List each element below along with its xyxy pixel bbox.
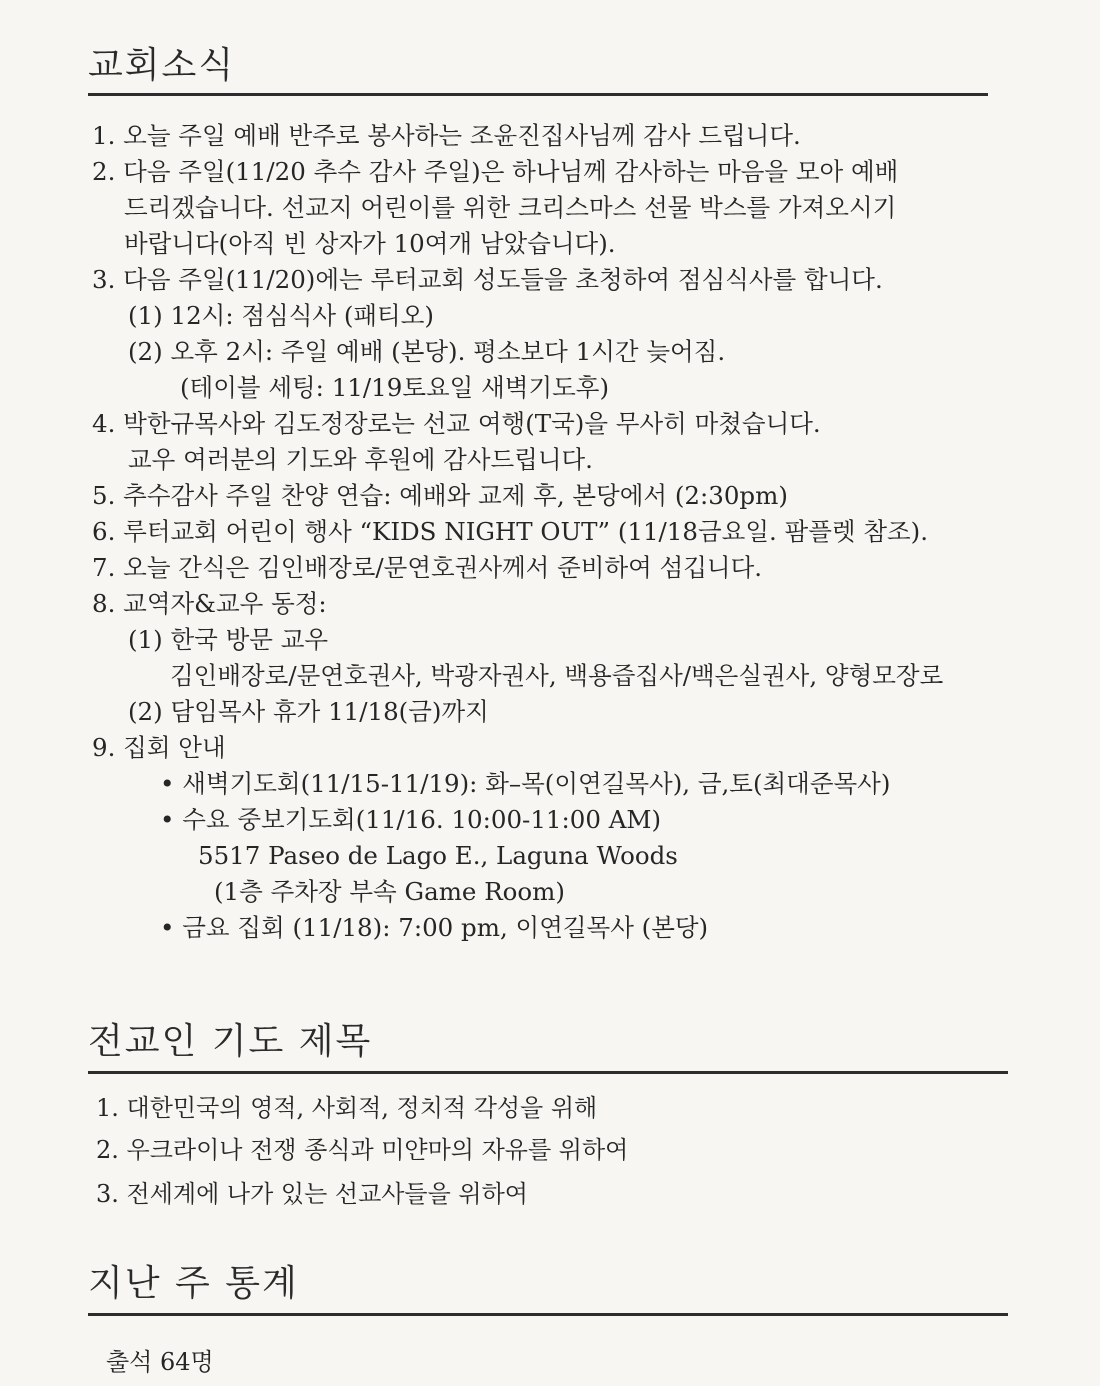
news-item-5: 5. 추수감사 주일 찬양 연습: 예배와 교제 후, 본당에서 (2:30pm) <box>92 481 788 510</box>
news-item-9-address: 5517 Paseo de Lago E., Laguna Woods <box>198 841 678 870</box>
news-item-4: 4. 박한규목사와 김도정장로는 선교 여행(T국)을 무사히 마쳤습니다. <box>92 409 821 438</box>
prayer-section-title: 전교인 기도 제목 <box>88 1021 373 1062</box>
stats-title-rule <box>88 1313 1008 1316</box>
news-item-2: 2. 다음 주일(11/20 추수 감사 주일)은 하나님께 감사하는 마음을 모아 예배 <box>92 157 899 186</box>
news-item-8-sub-1-names: 김인배장로/문연호권사, 박광자권사, 백용즙집사/백은실권사, 양형모장로 <box>170 661 944 690</box>
news-item-8: 8. 교역자&교우 동정: <box>92 589 327 618</box>
news-item-3-sub-2: (2) 오후 2시: 주일 예배 (본당). 평소보다 1시간 늦어짐. <box>128 337 726 366</box>
news-item-3-sub-1: (1) 12시: 점심식사 (패티오) <box>128 301 434 330</box>
news-item-9-bullet-3: • 금요 집회 (11/18): 7:00 pm, 이연길목사 (본당) <box>160 913 709 942</box>
prayer-item-3: 3. 전세계에 나가 있는 선교사들을 위하여 <box>96 1180 528 1208</box>
news-item-9: 9. 집회 안내 <box>92 733 226 762</box>
prayer-item-2: 2. 우크라이나 전쟁 종식과 미얀마의 자유를 위하여 <box>96 1136 629 1164</box>
news-item-9-bullet-2: • 수요 중보기도회(11/16. 10:00-11:00 AM) <box>160 805 662 834</box>
prayer-item-1: 1. 대한민국의 영적, 사회적, 정치적 각성을 위해 <box>96 1094 598 1122</box>
news-item-1: 1. 오늘 주일 예배 반주로 봉사하는 조윤진집사님께 감사 드립니다. <box>92 121 801 150</box>
prayer-title-rule <box>88 1071 1008 1074</box>
news-item-4-cont: 교우 여러분의 기도와 후원에 감사드립니다. <box>128 445 593 474</box>
news-item-7: 7. 오늘 간식은 김인배장로/문연호권사께서 준비하여 섬깁니다. <box>92 553 763 582</box>
news-item-8-sub-2: (2) 담임목사 휴가 11/18(금)까지 <box>128 697 489 726</box>
news-item-8-sub-1: (1) 한국 방문 교우 <box>128 625 329 654</box>
news-item-9-bullet-1: • 새벽기도회(11/15-11/19): 화–목(이연길목사), 금,토(최대준목사) <box>160 769 891 798</box>
news-item-2-cont-1: 드리겠습니다. 선교지 어린이를 위한 크리스마스 선물 박스를 가져오시기 <box>124 193 897 222</box>
news-item-2-cont-2: 바랍니다(아직 빈 상자가 10여개 남았습니다). <box>124 229 616 258</box>
news-item-3: 3. 다음 주일(11/20)에는 루터교회 성도들을 초청하여 점심식사를 합니다. <box>92 265 883 294</box>
attendance-count: 출석 64명 <box>106 1348 214 1376</box>
news-section-title: 교회소식 <box>88 45 236 86</box>
news-item-6: 6. 루터교회 어린이 행사 “KIDS NIGHT OUT” (11/18금요일. 팜플렛 참조). <box>92 517 929 546</box>
stats-section-title: 지난 주 통계 <box>88 1263 299 1304</box>
news-item-3-sub-2-note: (테이블 세팅: 11/19토요일 새벽기도후) <box>180 373 610 402</box>
news-title-rule <box>88 93 988 96</box>
news-item-9-location: (1층 주차장 부속 Game Room) <box>214 877 565 906</box>
